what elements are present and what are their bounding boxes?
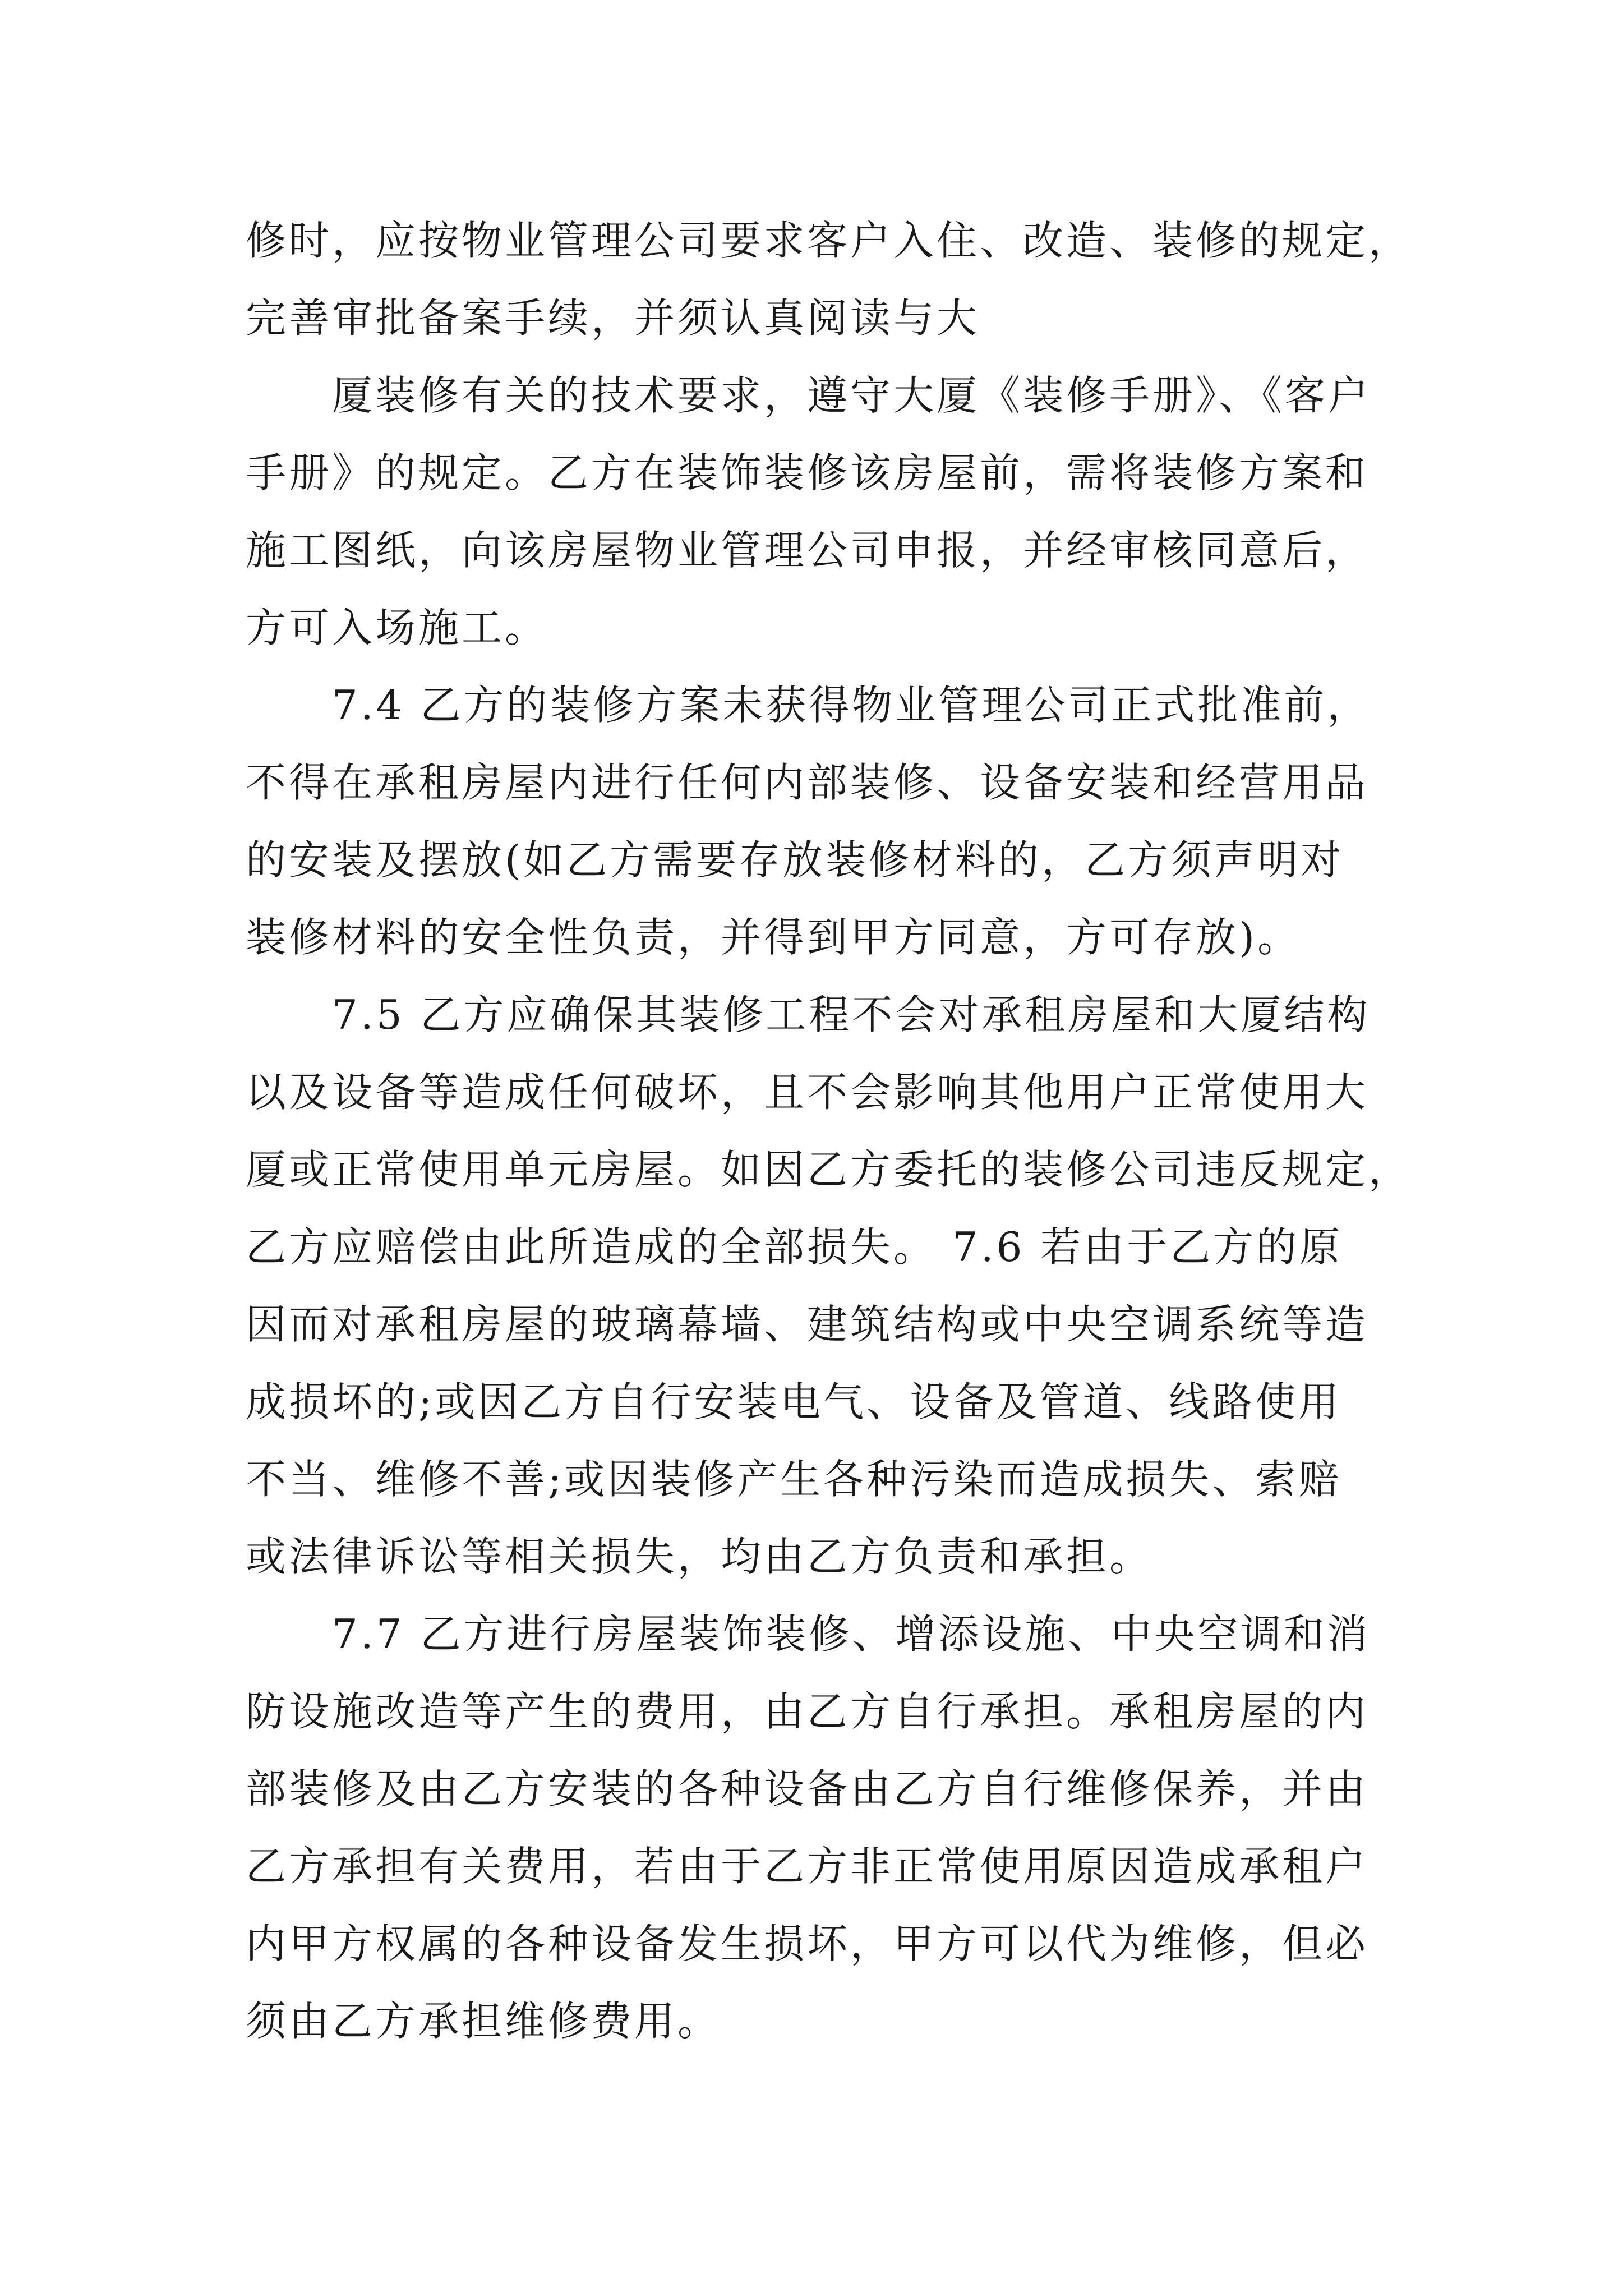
text-line: 7.7 乙方进行房屋装饰装修、增添设施、中央空调和消 bbox=[246, 1611, 1371, 1658]
text-line: 不当、维修不善;或因装修产生各种污染而造成损失、索赔 bbox=[246, 1456, 1342, 1503]
text-line: 或法律诉讼等相关损失，均由乙方负责和承担。 bbox=[246, 1533, 1153, 1580]
text-line: 因而对承租房屋的玻璃幕墙、建筑结构或中央空调系统等造 bbox=[246, 1301, 1369, 1348]
text-line: 乙方承担有关费用，若由于乙方非正常使用原因造成承租户 bbox=[246, 1843, 1369, 1890]
contract-body-text bbox=[246, 202, 1412, 2060]
text-line: 7.5 乙方应确保其装修工程不会对承租房屋和大厦结构 bbox=[246, 991, 1371, 1038]
text-line: 内甲方权属的各种设备发生损坏，甲方可以代为维修，但必 bbox=[246, 1920, 1369, 1967]
text-line: 装修材料的安全性负责，并得到甲方同意，方可存放)。 bbox=[246, 914, 1301, 961]
text-line: 施工图纸，向该房屋物业管理公司申报，并经审核同意后， bbox=[246, 527, 1369, 574]
text-line: 方可入场施工。 bbox=[246, 604, 548, 651]
text-line: 乙方应赔偿由此所造成的全部损失。 7.6 若由于乙方的原 bbox=[246, 1223, 1343, 1271]
text-line: 成损坏的;或因乙方自行安装电气、设备及管道、线路使用 bbox=[246, 1378, 1342, 1425]
text-line: 须由乙方承担维修费用。 bbox=[246, 1998, 721, 2045]
text-line: 防设施改造等产生的费用，由乙方自行承担。承租房屋的内 bbox=[246, 1688, 1369, 1735]
text-line: 手册》的规定。乙方在装饰装修该房屋前，需将装修方案和 bbox=[246, 449, 1369, 496]
text-line: 厦或正常使用单元房屋。如因乙方委托的装修公司违反规定， bbox=[246, 1146, 1412, 1193]
text-line: 的安装及摆放(如乙方需要存放装修材料的，乙方须声明对 bbox=[246, 836, 1344, 884]
text-line: 完善审批备案手续，并须认真阅读与大 bbox=[246, 295, 980, 342]
text-line: 部装修及由乙方安装的各种设备由乙方自行维修保养，并由 bbox=[246, 1765, 1369, 1812]
text-line: 7.4 乙方的装修方案未获得物业管理公司正式批准前， bbox=[246, 682, 1371, 729]
text-line: 厦装修有关的技术要求，遵守大厦《装修手册》、《客户 bbox=[246, 372, 1372, 419]
text-line: 修时，应按物业管理公司要求客户入住、改造、装修的规定， bbox=[246, 217, 1412, 264]
text-line: 以及设备等造成任何破坏，且不会影响其他用户正常使用大 bbox=[246, 1069, 1369, 1116]
text-line: 不得在承租房屋内进行任何内部装修、设备安装和经营用品 bbox=[246, 759, 1369, 806]
